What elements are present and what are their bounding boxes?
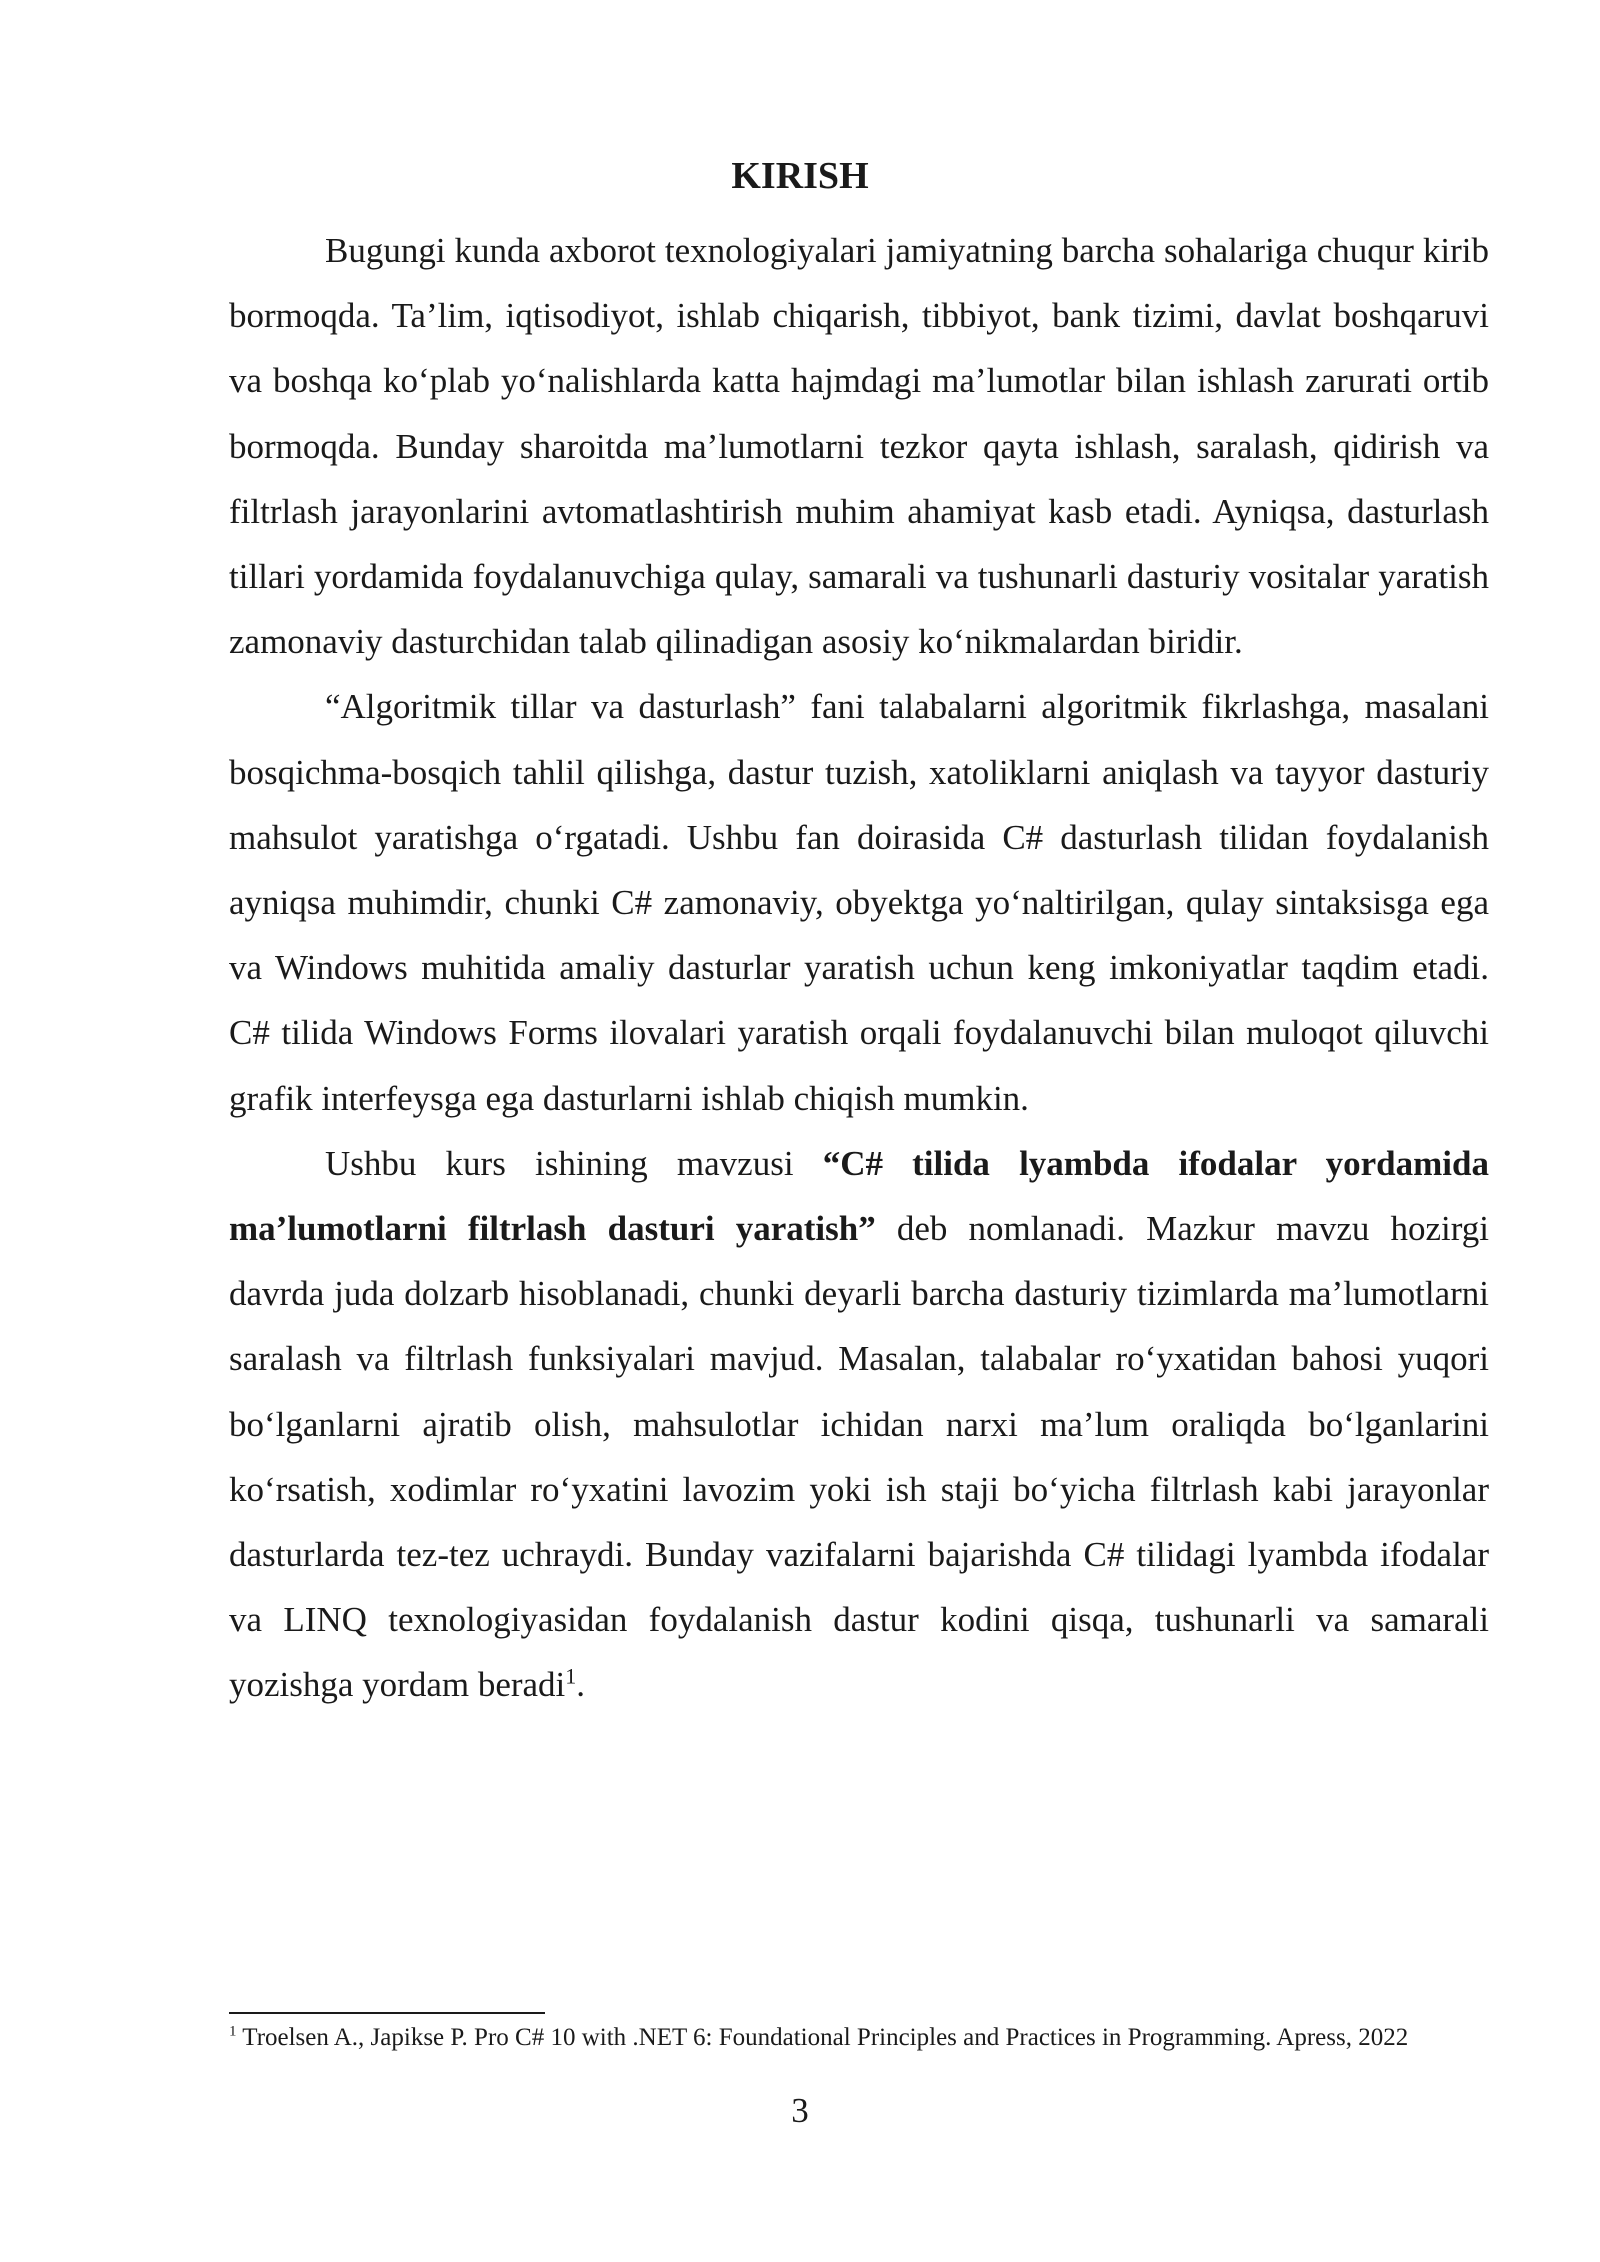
paragraph-course-description: “Algoritmik tillar va dasturlash” fani talabalarni algoritmik fikrlashga, masalani bosqichma-bosqich tahlil qilishga, dastur tuzish, xatoliklarni aniqlash va tayyor dasturiy mahsulot yaratishga o‘rgatadi. Ushbu fan doirasida C# dasturlash tilidan foydalanish ayniqsa muhimdir, chunki C# zamonaviy, obyektga yo‘naltirilgan, qulay sintaksisga ega va Windows muhitida amaliy dasturlar yaratish uchun keng imkoniyatlar taqdim etadi. C# tilida Windows Forms ilovalari yaratish orqali foydalanuvchi bilan muloqot qiluvchi grafik interfeysga ega dasturlarni ishlab chiqish mumkin.: [229, 687, 1489, 1118]
footnote-separator: [229, 2012, 545, 2014]
topic-lead-text: Ushbu kurs ishining mavzusi: [325, 1143, 823, 1183]
paragraph-intro: Bugungi kunda axborot texnologiyalari jamiyatning barcha sohalariga chuqur kirib bormoqda. Ta’lim, iqtisodiyot, ishlab chiqarish, tibbiyot, bank tizimi, davlat boshqaruvi va boshqa ko‘plab yo‘nalishlarda katta hajmdagi ma’lumotlar bilan ishlash zarurati ortib bormoqda. Bunday sharoitda ma’lumotlarni tezkor qayta ishlash, saralash, qidirish va filtrlash jarayonlarini avtomatlashtirish muhim ahamiyat kasb etadi. Ayniqsa, dasturlash tillari yordamida foydalanuvchiga qulay, samarali va tushunarli dasturiy vositalar yaratish zamonaviy dasturchidan talab qilinadigan asosiy ko‘nikmalardan biridir.: [229, 231, 1489, 662]
footnote-text: Troelsen A., Japikse P. Pro C# 10 with .NET 6: Foundational Principles and Practices in Programming. Apress, 2022: [236, 2024, 1409, 2051]
footnote-mark: 1: [229, 2023, 237, 2040]
footnote-reference[interactable]: 1: [565, 1663, 577, 1689]
topic-title-bold: “C# tilida lyambda ifodalar yordamida ma’lumotlarni filtrlash dasturi yaratish”: [229, 1143, 1489, 1249]
paragraph-topic: [229, 1131, 1489, 1718]
section-heading: KIRISH: [731, 155, 869, 197]
page-number: 3: [791, 2091, 809, 2130]
topic-end-punctuation: .: [576, 1665, 586, 1705]
topic-rest-text: deb nomlanadi. Mazkur mavzu hozirgi davrda juda dolzarb hisoblanadi, chunki deyarli barcha dasturiy tizimlarda ma’lumotlarni saralash va filtrlash funksiyalari mavjud. Masalan, talabalar ro‘yxatidan bahosi yuqori bo‘lganlarni ajratib olish, mahsulotlar ichidan narxi ma’lum oraliqda bo‘lganlarini ko‘rsatish, xodimlar ro‘yxatini lavozim yoki ish staji bo‘yicha filtrlash kabi jarayonlar dasturlarda tez-tez uchraydi. Bunday vazifalarni bajarishda C# tilidagi lyambda ifodalar va LINQ texnologiyasidan foydalanish dastur kodini qisqa, tushunarli va samarali yozishga yordam beradi: [229, 1209, 1489, 1705]
footnote: [229, 2022, 1489, 2053]
body-text: [229, 218, 1489, 1718]
